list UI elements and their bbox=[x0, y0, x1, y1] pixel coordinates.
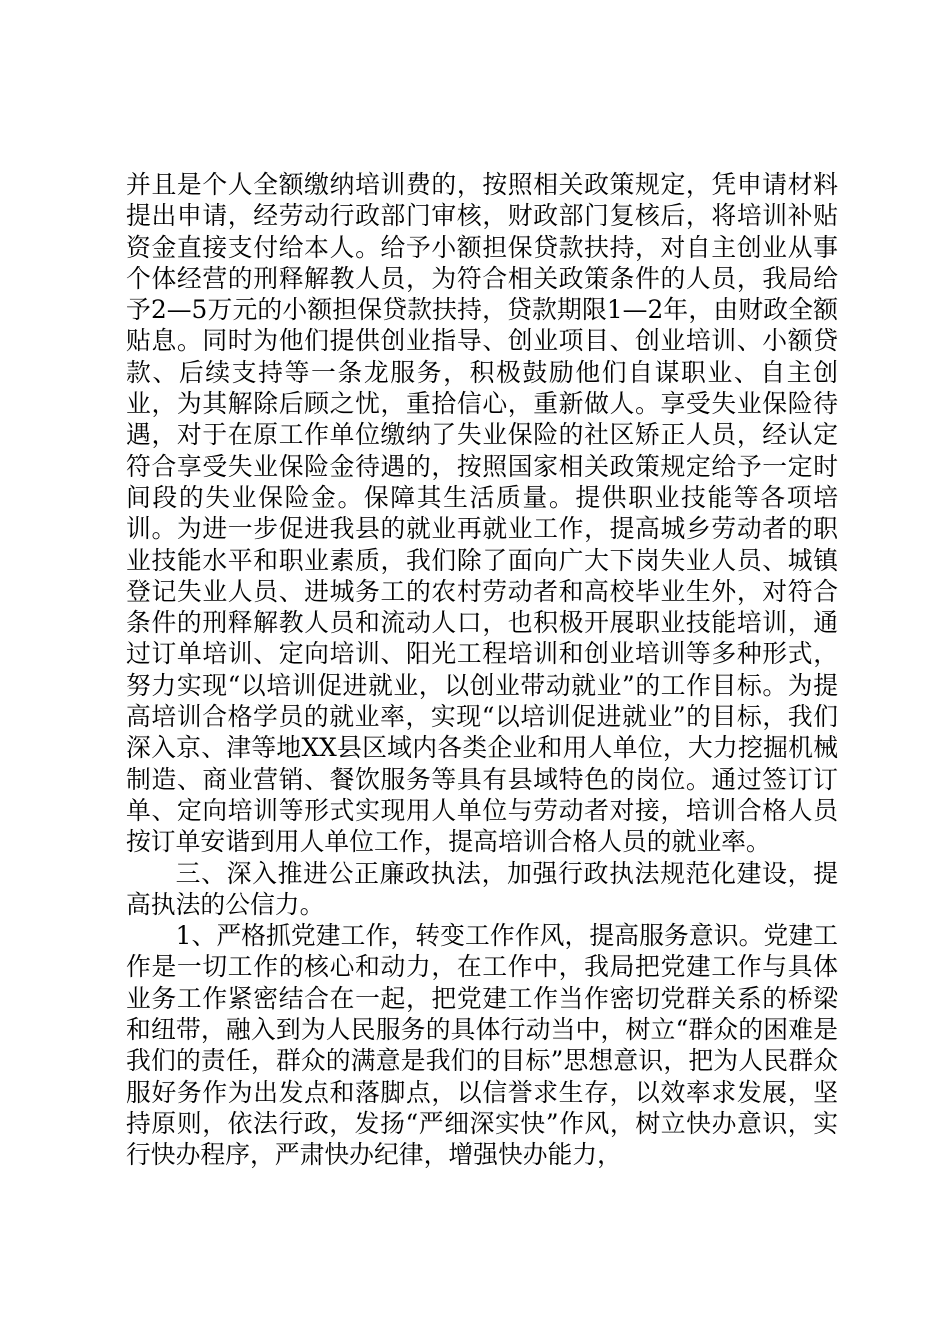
paragraph-party-building: 1、严格抓党建工作，转变工作作风，提高服务意识。党建工作是一切工作的核心和动力，在工作中，我局把党建工作与具体业务工作紧密结合在一起，把党建工作当作密切党群关系的桥梁和纽带，融入到为人民服务的具体行动当中，树立“群众的困难是我们的责任，群众的满意是我们的目标”思想意识，把为人民群众服好务作为出发点和落脚点，以信誉求生存，以效率求发展，坚持原则，依法行政，发扬“严细深实快”作风，树立快办意识，实行快办程序，严肃快办纪律，增强快办能力， bbox=[126, 921, 838, 1170]
paragraph-training-subsidy: 并且是个人全额缴纳培训费的，按照相关政策规定，凭申请材料提出申请，经劳动行政部门审核，财政部门复核后，将培训补贴资金直接支付给本人。给予小额担保贷款扶持，对自主创业从事个体经营的刑释解教人员，为符合相关政策条件的人员，我局给予2—5万元的小额担保贷款扶持，贷款期限1—2年，由财政全额贴息。同时为他们提供创业指导、创业项目、创业培训、小额贷款、后续支持等一条龙服务，积极鼓励他们自谋职业、自主创业，为其解除后顾之忧，重拾信心，重新做人。享受失业保险待遇，对于在原工作单位缴纳了失业保险的社区矫正人员，经认定符合享受失业保险金待遇的，按照国家相关政策规定给予一定时间段的失业保险金。保障其生活质量。提供职业技能等各项培训。为进一步促进我县的就业再就业工作，提高城乡劳动者的职业技能水平和职业素质，我们除了面向广大下岗失业人员、城镇登记失业人员、进城务工的农村劳动者和高校毕业生外，对符合条件的刑释解教人员和流动人口，也积极开展职业技能培训，通过订单培训、定向培训、阳光工程培训和创业培训等多种形式，努力实现“以培训促进就业，以创业带动就业”的工作目标。为提高培训合格学员的就业率，实现“以培训促进就业”的目标，我们深入京、津等地XX县区域内各类企业和用人单位，大力挖掘机械制造、商业营销、餐饮服务等具有县域特色的岗位。通过签订订单、定向培训等形式实现用人单位与劳动者对接，培训合格人员按订单安谐到用人单位工作，提高培训合格人员的就业率。 bbox=[126, 170, 838, 857]
body-text bbox=[126, 169, 838, 1171]
section-heading-three: 三、深入推进公正廉政执法，加强行政执法规范化建设，提高执法的公信力。 bbox=[126, 858, 838, 919]
